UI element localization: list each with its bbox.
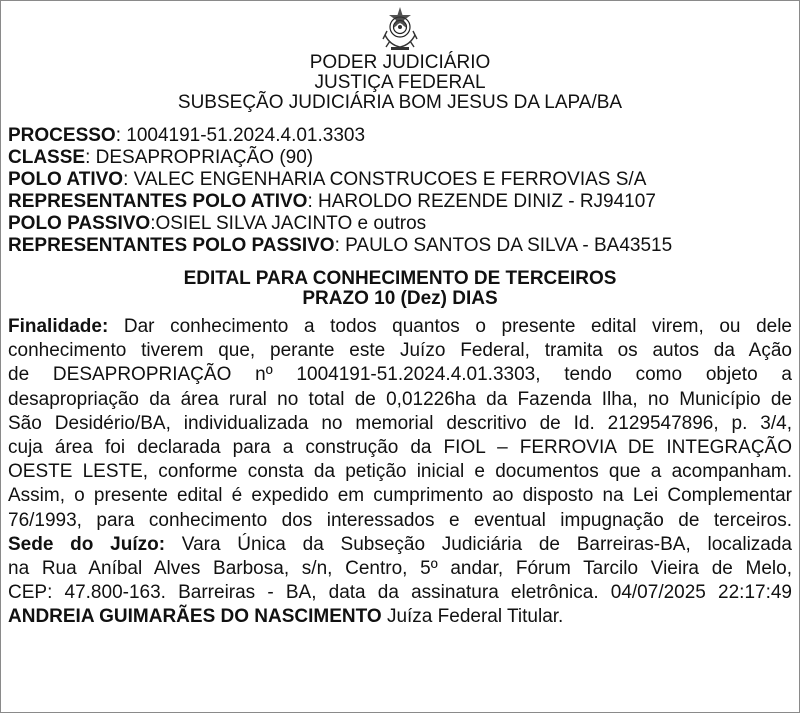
- body-line: [8, 315, 792, 339]
- case-classe: [8, 147, 792, 169]
- case-details: [8, 125, 792, 257]
- case-polo-ativo: [8, 169, 792, 191]
- sede-line: CEP: 47.800-163. Barreiras - BA, data da assinatura eletrônica. 04/07/2025 22:17:49: [8, 582, 792, 604]
- polo-ativo-value: : VALEC ENGENHARIA CONSTRUCOES E FERROVIAS S/A: [123, 169, 647, 190]
- header-line-poder: PODER JUDICIÁRIO: [309, 52, 491, 73]
- rep-ativo-label: REPRESENTANTES POLO ATIVO: [8, 191, 308, 212]
- sede-text: Vara Única da Subseção Judiciária de Barreiras-BA, localizada: [165, 533, 792, 555]
- signature-line: [8, 605, 792, 629]
- court-header: [8, 53, 792, 113]
- rep-ativo-value: : HAROLDO REZENDE DINIZ - RJ94107: [307, 191, 656, 212]
- case-processo: [8, 125, 792, 147]
- signer-name: ANDREIA GUIMARÃES DO NASCIMENTO: [8, 606, 382, 628]
- body-line: OESTE LESTE, conforme consta da petição inicial e documentos que a acompanham.: [8, 461, 792, 483]
- sede-line: na Rua Aníbal Alves Barbosa, s/n, Centro, 5º andar, Fórum Tarcilo Vieira de Melo,: [8, 558, 792, 580]
- coat-of-arms-seal-icon: [376, 5, 424, 53]
- rep-passivo-label: REPRESENTANTES POLO PASSIVO: [8, 235, 335, 256]
- body-line: São Desidério/BA, individualizada no memorial descritivo de Id. 2129547896, p. 3/4,: [8, 412, 792, 434]
- body-text: Dar conhecimento a todos quantos o presente edital virem, ou dele: [108, 316, 792, 337]
- polo-ativo-label: POLO ATIVO: [8, 169, 124, 190]
- rep-passivo-value: : PAULO SANTOS DA SILVA - BA43515: [334, 235, 673, 256]
- sede-label: Sede do Juízo:: [8, 533, 166, 555]
- classe-label: CLASSE: [8, 147, 86, 168]
- case-rep-passivo: [8, 235, 792, 257]
- classe-value: : DESAPROPRIAÇÃO (90): [85, 147, 314, 168]
- polo-passivo-value: :OSIEL SILVA JACINTO e outros: [150, 213, 427, 234]
- sede-line: [8, 533, 792, 557]
- edital-title: [8, 269, 792, 309]
- polo-passivo-label: POLO PASSIVO: [8, 213, 151, 234]
- case-polo-passivo: [8, 213, 792, 235]
- body-line: de DESAPROPRIAÇÃO nº 1004191-51.2024.4.01.3303, tendo como objeto a: [8, 364, 792, 386]
- body-line: Assim, o presente edital é expedido em cumprimento ao disposto na Lei Complementar: [8, 485, 792, 507]
- processo-label: PROCESSO: [8, 125, 116, 146]
- edital-prazo-line: PRAZO 10 (Dez) DIAS: [302, 288, 498, 309]
- edital-title-line: EDITAL PARA CONHECIMENTO DE TERCEIROS: [183, 268, 617, 289]
- header-line-subsecao: SUBSEÇÃO JUDICIÁRIA BOM JESUS DA LAPA/BA: [177, 92, 623, 113]
- body-line: conhecimento tiverem que, perante este Juízo Federal, tramita os autos da Ação: [8, 340, 792, 362]
- body-line: 76/1993, para conhecimento dos interessados e eventual impugnação de terceiros.: [8, 509, 792, 531]
- case-rep-ativo: [8, 191, 792, 213]
- signer-role: Juíza Federal Titular.: [381, 606, 564, 628]
- finalidade-label: Finalidade:: [8, 316, 109, 337]
- header-line-justica: JUSTIÇA FEDERAL: [314, 72, 486, 93]
- processo-value: : 1004191-51.2024.4.01.3303: [115, 125, 366, 146]
- body-line: desapropriação da área rural no total de 0,01226ha da Fazenda Ilha, no Município de: [8, 388, 792, 410]
- edital-body: [8, 315, 792, 630]
- body-line: cuja área foi declarada para a construção da FIOL – FERROVIA DE INTEGRAÇÃO: [8, 437, 792, 459]
